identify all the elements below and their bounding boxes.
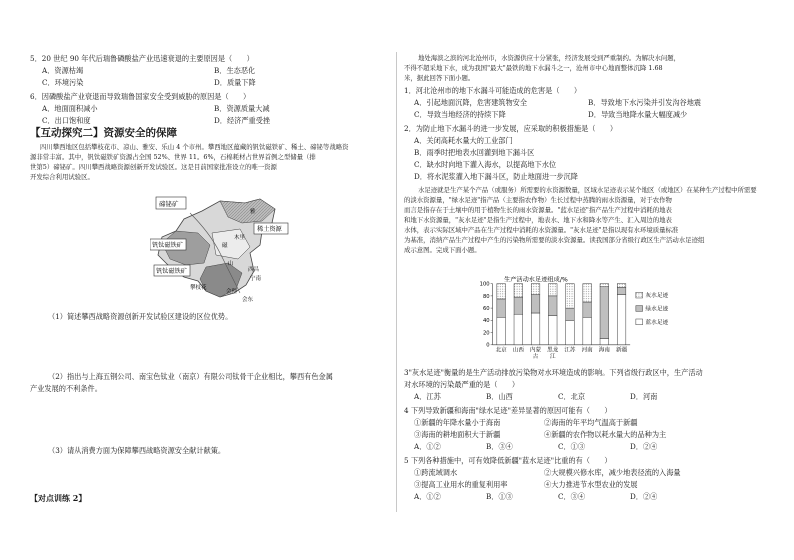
left-para-line-2: 源非常丰富。其中，钒钛磁铁矿资源占全国 52%、世界 11。6%，石棉耗材占世界首例之型储量（排 (30, 153, 316, 161)
right-para2-line-6: 为基准，消纳产品生产过程中产生的污染物所需要的淡水资源量。读我国部分省级行政区生产活动水足迹组 (404, 236, 705, 244)
y-tick-label: 20 (482, 330, 490, 337)
right-q1-stem: 1．河北沧州市的地下水漏斗可能造成的危害是（ ） (404, 86, 582, 95)
left-para-line-3: 世第5）碲铋矿。四川攀西战略资源创新开发试验区。这是目前国家批准设立的唯一资源 (30, 163, 277, 171)
left-para-line-1: 四川攀西地区包括攀枝花市、凉山、雅安、乐山 4 个市州。攀西地区蕴藏的钒钛磁铁矿、稀土、碲铋等战略资 (40, 143, 349, 151)
right-q1-option-c[interactable]: C．导致当地经济的持续下降 (414, 110, 506, 119)
map-label-mu: 木里 (234, 235, 246, 241)
bar-蓝水足迹-海南 (600, 339, 609, 345)
right-q4-option-a[interactable]: A．①② (414, 442, 441, 451)
legend-label: 灰水足迹 (645, 293, 669, 300)
bar-绿水足迹-江苏 (566, 308, 575, 320)
q6-option-b[interactable]: B．资源质量大减 (214, 104, 270, 113)
bar-灰水足迹-河南 (583, 284, 592, 302)
bar-绿水足迹-北京 (497, 299, 506, 317)
bar-蓝水足迹-北京 (497, 317, 506, 345)
map-label-huili: 会理 (226, 289, 238, 295)
column-divider (396, 52, 397, 512)
right-para2-line-2: 的淡水资源量，"绿水足迹"指产品（主要指农作物）生长过程中蒸腾的雨水资源量，对于农作物 (404, 196, 672, 204)
right-q5-option-c[interactable]: C．③④ (558, 492, 586, 501)
y-tick-label: 80 (482, 293, 490, 300)
bar-绿水足迹-新疆 (617, 287, 626, 294)
q6-option-a[interactable]: A．地面面积减小 (42, 104, 98, 113)
x-tick-label: 河南 (581, 347, 593, 354)
right-intro-line-2: 不得不超采地下水，成为我国"最大"最铁的地下水漏斗之一，沧州市中心地面整体沉降 1.68 (404, 64, 663, 72)
right-q5-stem: 5 下列各种措施中，可有效降低新疆"蓝水足迹"比重的有（ ） (404, 456, 612, 465)
y-tick-label: 60 (482, 306, 490, 313)
x-tick-label: 山西 (512, 347, 524, 354)
right-q5-item-2: ②大规模兴修水库，减少地表径流的入海量 (544, 468, 681, 477)
right-q2-option-a[interactable]: A．关闭高耗水量大的工业部门 (414, 136, 513, 145)
right-q4-item-2: ②海南的年平均气温高于新疆 (544, 418, 638, 427)
right-q2-option-d[interactable]: D．将水泥浆灌入地下漏斗区，防止地面进一步沉降 (414, 172, 578, 181)
map-label-rare: 稀土资源 (257, 226, 282, 233)
q5-option-c[interactable]: C．环境污染 (42, 78, 84, 87)
map-label-panzhihua: 攀枝花 (190, 285, 207, 291)
right-q2-stem: 2．为防止地下水漏斗的进一步发展，应采取的积极措施是（ ） (404, 124, 618, 133)
right-para2-line-4: 和地下水资源量，"灰水足迹"是指生产过程中，地表水、地下水和降水等产生、汇入周边的地表 (404, 216, 672, 224)
water-footprint-chart (460, 276, 720, 362)
right-para2-line-5: 水体，表示实际区域中产品在生产过程中消耗的水资源量。"灰水足迹"是指以现有水环境质量标准 (404, 226, 679, 234)
q6-option-d[interactable]: D．经济严重受挫 (214, 116, 271, 125)
right-para2-line-1: 水足迹就是生产某个产品（或服务）所需要的水资源数量，区域水足迹表示某个地区（或地区）在某种生产过程中所需要 (418, 186, 757, 194)
right-q5-item-4: ④大力推进节水型农业的发展 (544, 480, 638, 489)
right-q1-option-d[interactable]: D．导致当地降水量大幅度减少 (588, 110, 688, 119)
x-tick-label-sub: 古 (532, 354, 539, 361)
left-q3: （3）请从消费方面为保障攀西战略资源安全献计献策。 (48, 446, 226, 455)
right-intro-line-3: 米，据此回答下面小题。 (404, 74, 475, 82)
right-q4-option-c[interactable]: C．①③ (558, 442, 586, 451)
x-tick-label: 新疆 (615, 347, 628, 354)
x-tick-label-sub: 江 (549, 354, 556, 361)
q5-option-b[interactable]: B．生态恶化 (214, 66, 256, 75)
right-q4-option-d[interactable]: D．②④ (630, 442, 658, 451)
legend-swatch-蓝水足迹 (636, 319, 643, 325)
map-label-ning: 宁南 (250, 276, 262, 282)
right-q5-item-1: ①跨流域调水 (414, 468, 458, 477)
map-label-ya: 雅 (250, 209, 256, 215)
q5-stem: 5．20 世纪 90 年代后瑞鲁磷酸盐产业迅速衰退的主要原因是（ ） (30, 54, 254, 63)
right-q2-option-c[interactable]: C．缺水时向地下灌入海水，以提高地下水位 (414, 160, 557, 169)
panxi-resource-map (150, 193, 300, 311)
q6-option-c[interactable]: C．出口饱和度 (42, 116, 91, 125)
x-tick-label: 黑龙 (547, 347, 559, 354)
right-q5-option-d[interactable]: D．②④ (630, 492, 658, 501)
right-intro-line-1: 地处海滨之滨的河北沧州市，水资源供应十分紧张，经济发展受到严重制约。为解决水问题， (418, 54, 681, 62)
right-q4-item-3: ③海南的耕地面积大于新疆 (414, 430, 501, 439)
bar-蓝水足迹-黑龙江 (548, 315, 557, 344)
bar-绿水足迹-黑龙江 (548, 296, 557, 316)
x-tick-label: 内蒙 (529, 347, 542, 354)
map-label-tellurium: 碲铋矿 (159, 200, 179, 208)
right-q1-option-a[interactable]: A．引起地面沉降，危害建筑物安全 (414, 98, 528, 107)
bar-蓝水足迹-江苏 (566, 320, 575, 344)
map-label-shan: 山 (228, 261, 234, 267)
right-q3-option-d[interactable]: D．河南 (630, 392, 658, 401)
x-tick-label: 海南 (598, 347, 610, 354)
right-q5-item-3: ③提高工业用水的重复利用率 (414, 480, 508, 489)
right-q4-option-b[interactable]: B．③④ (486, 442, 513, 451)
right-q3-option-a[interactable]: A．江苏 (414, 392, 441, 401)
right-q2-option-b[interactable]: B．雨季时把地表水回灌到地下漏斗区 (414, 148, 535, 157)
section-title: 【互动探究二】资源安全的保障 (30, 127, 177, 139)
bar-蓝水足迹-内蒙古 (531, 313, 540, 345)
map-label-xichang: 西昌 (248, 267, 260, 273)
bar-灰水足迹-新疆 (617, 284, 626, 288)
map-label-vt1: 钒钛磁铁矿 (152, 242, 183, 249)
right-q3-stem-2: 对水环境的污染最严重的是（ ） (404, 380, 520, 389)
y-tick-label: 0 (486, 342, 490, 349)
practice-footer: 【对点训练 2】 (30, 493, 87, 503)
bar-蓝水足迹-河南 (583, 317, 592, 345)
right-q4-item-4: ④新疆的农作物以耗水量大的品种为主 (544, 430, 667, 439)
map-label-huidong: 会东 (242, 297, 254, 303)
bar-绿水足迹-海南 (600, 287, 609, 339)
bar-绿水足迹-内蒙古 (531, 295, 540, 313)
bar-蓝水足迹-山西 (514, 314, 523, 345)
right-q4-item-1: ①新疆的年降水量小于海南 (414, 418, 501, 427)
q5-option-d[interactable]: D．质量下降 (214, 78, 256, 87)
left-q2-line-2: 产业发展的不利条件。 (30, 384, 102, 393)
x-tick-label: 北京 (495, 347, 507, 354)
left-q1: （1）简述攀西战略资源创新开发试验区建设的区位优势。 (48, 312, 233, 321)
left-para-line-4: 开发综合利用试验区。 (30, 173, 94, 181)
map-label-vt2: 钒钛磁铁矿 (156, 268, 187, 275)
left-q2-line-1: （2）指出与上海五钢公司、南宝色钛业（南京）有限公司钛骨干企业相比，攀西有色金属 (48, 372, 333, 381)
y-tick-label: 100 (479, 281, 490, 288)
legend-swatch-绿水足迹 (636, 306, 643, 312)
x-tick-label: 江苏 (564, 347, 576, 354)
bar-绿水足迹-山西 (514, 297, 523, 314)
q6-stem: 6．因磷酸盐产业衰退而导致瑞鲁国家安全受到威胁的原因是（ ） (30, 92, 251, 101)
right-q3-stem-1: 3"灰水足迹"衡量的是生产活动排放污染物对水环境造成的影响。下列省级行政区中，生产活动 (404, 368, 703, 377)
map-label-ci: 磁 (222, 243, 228, 249)
bar-绿水足迹-河南 (583, 302, 592, 317)
bar-灰水足迹-黑龙江 (548, 284, 557, 296)
bar-灰水足迹-北京 (497, 284, 506, 299)
bar-灰水足迹-海南 (600, 284, 609, 287)
right-q3-option-c[interactable]: C．北京 (558, 392, 586, 401)
legend-swatch-灰水足迹 (636, 292, 643, 298)
legend-label: 蓝水足迹 (645, 319, 669, 326)
bar-蓝水足迹-新疆 (617, 295, 626, 345)
bar-灰水足迹-江苏 (566, 284, 575, 308)
bar-灰水足迹-山西 (514, 284, 523, 297)
chart-title: 生产活动水足迹组成/% (504, 276, 568, 284)
right-q5-option-a[interactable]: A．①② (414, 492, 441, 501)
right-q5-option-b[interactable]: B．①③ (486, 492, 513, 501)
right-q4-stem: 4 下列导致新疆和海南"绿水足迹"差异显著的原因可能有（ ） (404, 406, 612, 415)
legend-label: 绿水足迹 (645, 306, 669, 313)
bar-灰水足迹-内蒙古 (531, 284, 540, 295)
right-para2-line-7: 成示意图。完成下面小题。 (404, 246, 481, 254)
q5-option-a[interactable]: A．资源枯竭 (42, 66, 84, 75)
right-para2-line-3: 而言是指存在于土壤中的用于植物生长的雨水资源量。"蓝水足迹"指产品生产过程中消耗的地表 (404, 206, 672, 214)
right-q3-option-b[interactable]: B．山西 (486, 392, 513, 401)
right-q1-option-b[interactable]: B．导致地下水污染并引发沟谷地震 (588, 98, 702, 107)
y-tick-label: 40 (482, 318, 490, 325)
